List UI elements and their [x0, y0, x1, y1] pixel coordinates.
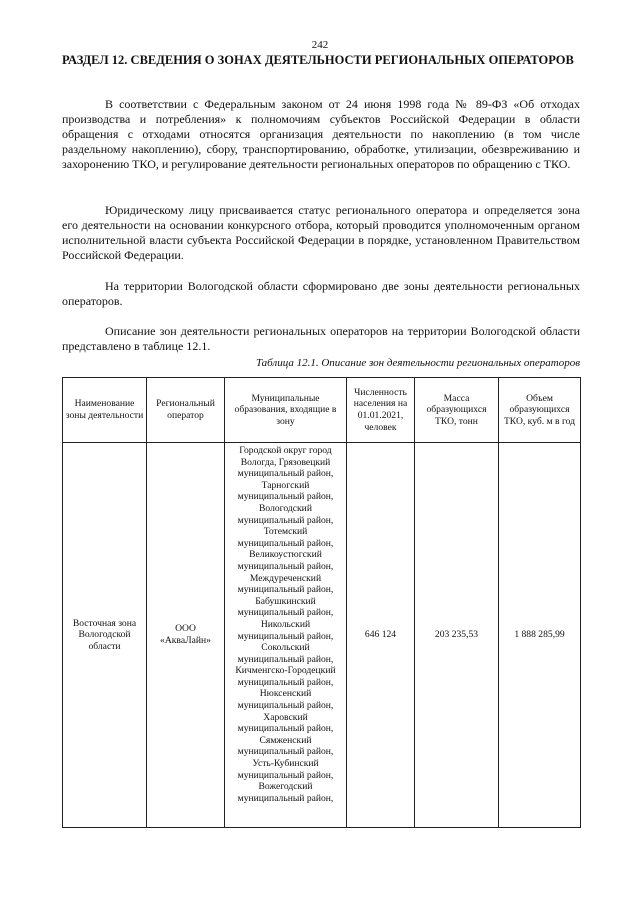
- municipality-line: Тотемский: [263, 526, 308, 538]
- section-title: РАЗДЕЛ 12. СВЕДЕНИЯ О ЗОНАХ ДЕЯТЕЛЬНОСТИ РЕГИОНАЛЬНЫХ ОПЕРАТОРОВ: [62, 53, 574, 67]
- paragraph-status: Юридическому лицу присваивается статус регионального оператора и определяется зона его деятельности на основании конкурсного отбора, который проводится уполномоченным органом исполнительной власти субъекта Российской Федерации в порядке, установленном Правительством Российской Федерации.: [62, 203, 580, 263]
- municipality-line: муниципальный район,: [237, 468, 334, 480]
- municipality-line: Вожегодский: [258, 781, 313, 793]
- municipality-line: муниципальный район,: [237, 630, 334, 642]
- municipality-line: муниципальный район,: [237, 792, 334, 804]
- municipality-line: Вологда, Грязовецкий: [240, 456, 331, 468]
- header-zone: Наименование зоны деятельности: [63, 378, 147, 443]
- table-row: [63, 443, 581, 828]
- municipality-line: Великоустюгский: [249, 549, 322, 561]
- municipality-line: муниципальный район,: [237, 700, 334, 712]
- cell-municipalities: [225, 443, 347, 828]
- municipality-line: муниципальный район,: [237, 746, 334, 758]
- municipality-line: муниципальный район,: [237, 560, 334, 572]
- header-volume: Объем образующихся ТКО, куб. м в год: [499, 378, 581, 443]
- cell-volume: 1 888 285,99: [499, 443, 581, 828]
- municipality-line: муниципальный район,: [237, 584, 334, 596]
- cell-operator: ООО «АкваЛайн»: [147, 443, 225, 828]
- municipality-line: муниципальный район,: [237, 769, 334, 781]
- municipality-line: муниципальный район,: [237, 491, 334, 503]
- municipality-line: Никольский: [260, 618, 311, 630]
- municipality-line: Сокольский: [261, 642, 310, 654]
- header-mass: Масса образующихся ТКО, тонн: [415, 378, 499, 443]
- municipality-line: Нюксенский: [259, 688, 312, 700]
- header-operator: Региональный оператор: [147, 378, 225, 443]
- municipality-line: Харовский: [263, 711, 308, 723]
- paragraph-zones-count: На территории Вологодской области сформировано две зоны деятельности региональных операторов.: [62, 279, 580, 309]
- municipality-line: Бабушкинский: [255, 595, 316, 607]
- municipality-line: Усть-Кубинский: [252, 758, 319, 770]
- header-municipalities: Муниципальные образования, входящие в зону: [225, 378, 347, 443]
- header-population: Численность населения на 01.01.2021, человек: [347, 378, 415, 443]
- table-header-row: [63, 378, 581, 443]
- municipality-line: Тарногский: [261, 479, 310, 491]
- municipality-line: муниципальный район,: [237, 653, 334, 665]
- municipality-line: Кичменгско-Городецкий: [235, 665, 336, 677]
- cell-mass: 203 235,53: [415, 443, 499, 828]
- municipality-line: муниципальный район,: [237, 514, 334, 526]
- zones-table: [62, 377, 581, 828]
- municipality-line: муниципальный район,: [237, 537, 334, 549]
- paragraph-law: В соответствии с Федеральным законом от 24 июня 1998 года № 89-ФЗ «Об отходах производства и потребления» к полномочиям субъектов Российской Федерации в области обращения с отходами относятся организация деятельности по накоплению (в том числе раздельному накоплению), сбору, транспортированию, обработке, утилизации, обезвреживанию и захоронению ТКО, и регулирование деятельности региональных операторов по обращению с ТКО.: [62, 97, 580, 172]
- municipality-line: Сямженский: [259, 734, 312, 746]
- municipality-line: Городской округ город: [239, 445, 332, 456]
- table-caption: Таблица 12.1. Описание зон деятельности региональных операторов: [255, 357, 580, 369]
- municipality-line: муниципальный район,: [237, 676, 334, 688]
- cell-zone: Восточная зона Вологодской области: [63, 443, 147, 828]
- municipality-line: Вологодский: [259, 502, 312, 514]
- municipality-line: муниципальный район,: [237, 607, 334, 619]
- municipality-line: Междуреченский: [249, 572, 322, 584]
- paragraph-table-ref: Описание зон деятельности региональных операторов на территории Вологодской области представлено в таблице 12.1.: [62, 324, 580, 354]
- municipality-line: муниципальный район,: [237, 723, 334, 735]
- cell-population: 646 124: [347, 443, 415, 828]
- page-number: 242: [311, 39, 329, 51]
